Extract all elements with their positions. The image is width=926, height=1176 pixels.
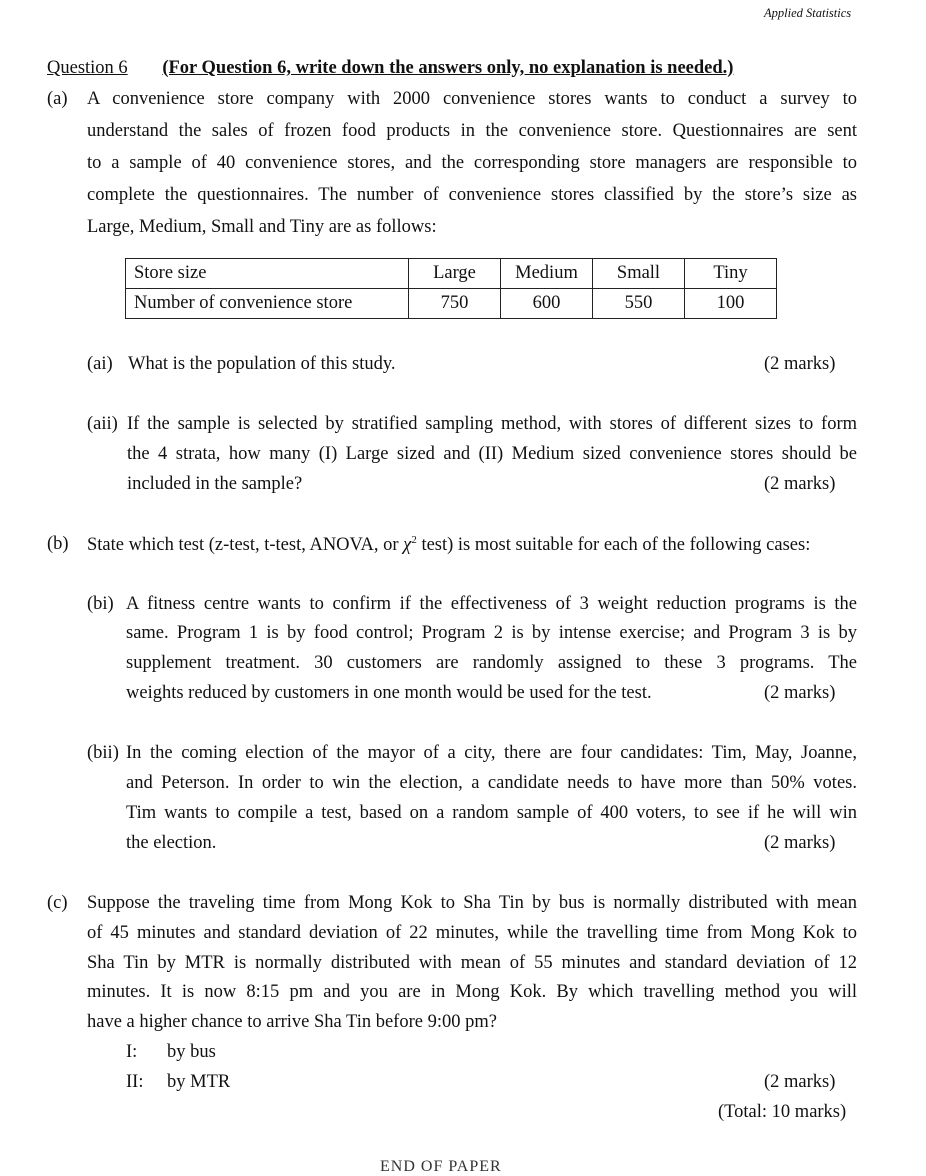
- part-b-text-before: State which test (z-test, t-test, ANOVA, or: [87, 535, 404, 556]
- option-text: by bus: [167, 1042, 216, 1062]
- part-aii-line: If the sample is selected by stratified sampling method, with stores of different sizes to form: [127, 414, 857, 434]
- option-label: I:: [126, 1042, 138, 1062]
- part-ai-label: (ai): [87, 354, 113, 374]
- chi-power: 2: [411, 534, 417, 546]
- table-cell-size: Small: [593, 259, 685, 289]
- part-c-label: (c): [47, 893, 68, 913]
- part-a-line: understand the sales of frozen food products in the convenience store. Questionnaires are sent: [87, 121, 857, 141]
- part-bi-line: A fitness centre wants to confirm if the effectiveness of 3 weight reduction programs is the: [126, 594, 857, 614]
- question-number: Question 6: [47, 58, 128, 78]
- part-c-line: minutes. It is now 8:15 pm and you are in Mong Kok. By which travelling method you will: [87, 982, 857, 1002]
- chi-square-symbol: [403, 535, 417, 555]
- part-c-line: Sha Tin by MTR is normally distributed with mean of 55 minutes and standard deviation of 12: [87, 953, 857, 973]
- part-ai-text: What is the population of this study.: [128, 354, 396, 374]
- part-c-line: Suppose the traveling time from Mong Kok to Sha Tin by bus is normally distributed with mean: [87, 893, 857, 913]
- course-header: Applied Statistics: [764, 6, 852, 20]
- part-c-line: of 45 minutes and standard deviation of 22 minutes, while the travelling time from Mong Kok to: [87, 923, 857, 943]
- table-cell-size: Large: [409, 259, 501, 289]
- part-bi-line: supplement treatment. 30 customers are randomly assigned to these 3 programs. The: [126, 653, 857, 673]
- question-title: [47, 58, 733, 79]
- part-bi-line: same. Program 1 is by food control; Program 2 is by intense exercise; and Program 3 is by: [126, 623, 857, 643]
- table-cell-size: Medium: [501, 259, 593, 289]
- part-a-line: complete the questionnaires. The number of convenience stores classified by the store’s size as: [87, 185, 857, 205]
- part-bi-label: (bi): [87, 594, 114, 614]
- part-aii-marks: (2 marks): [764, 474, 836, 494]
- part-b-text: [87, 534, 810, 556]
- part-bii-label: (bii): [87, 743, 119, 763]
- part-aii-line: the 4 strata, how many (I) Large sized and (II) Medium sized convenience stores should be: [127, 444, 857, 464]
- option-label: II:: [126, 1072, 144, 1092]
- end-of-paper-text: END OF PAPER: [380, 1158, 502, 1175]
- part-a-label: (a): [47, 89, 68, 109]
- table-row-header: Store size: [126, 259, 409, 289]
- part-c-line: have a higher chance to arrive Sha Tin before 9:00 pm?: [87, 1012, 497, 1032]
- table-cell-count: 100: [685, 289, 777, 319]
- part-b-label: (b): [47, 534, 69, 554]
- table-row: [126, 259, 777, 289]
- store-size-table: [125, 258, 777, 319]
- total-marks: (Total: 10 marks): [718, 1102, 847, 1122]
- table-cell-count: 600: [501, 289, 593, 319]
- chi-letter: χ: [403, 535, 412, 556]
- table-row: [126, 289, 777, 319]
- part-aii-label: (aii): [87, 414, 118, 434]
- part-b-text-after: test) is most suitable for each of the following cases:: [416, 535, 811, 556]
- part-bii-line: Tim wants to compile a test, based on a random sample of 400 voters, to see if he will win: [126, 803, 857, 823]
- part-bii-line: the election.: [126, 833, 217, 853]
- part-c-marks: (2 marks): [764, 1072, 836, 1092]
- table-row-header: Number of convenience store: [126, 289, 409, 319]
- table-cell-count: 550: [593, 289, 685, 319]
- table-cell-count: 750: [409, 289, 501, 319]
- part-bii-line: and Peterson. In order to win the election, a candidate needs to have more than 50% votes.: [126, 773, 857, 793]
- option-text: by MTR: [167, 1072, 231, 1092]
- part-a-line: A convenience store company with 2000 convenience stores wants to conduct a survey to: [87, 89, 857, 109]
- table-cell-size: Tiny: [685, 259, 777, 289]
- part-bi-line: weights reduced by customers in one month would be used for the test.: [126, 683, 652, 703]
- part-aii-line: included in the sample?: [127, 474, 303, 494]
- part-a-line: to a sample of 40 convenience stores, and the corresponding store managers are responsible to: [87, 153, 857, 173]
- question-instruction: (For Question 6, write down the answers only, no explanation is needed.): [162, 58, 734, 78]
- part-a-line: Large, Medium, Small and Tiny are as follows:: [87, 217, 437, 237]
- part-bi-marks: (2 marks): [764, 683, 836, 703]
- part-bii-marks: (2 marks): [764, 833, 836, 853]
- part-ai-marks: (2 marks): [764, 354, 836, 374]
- part-bii-line: In the coming election of the mayor of a city, there are four candidates: Tim, May, Joanne,: [126, 743, 857, 763]
